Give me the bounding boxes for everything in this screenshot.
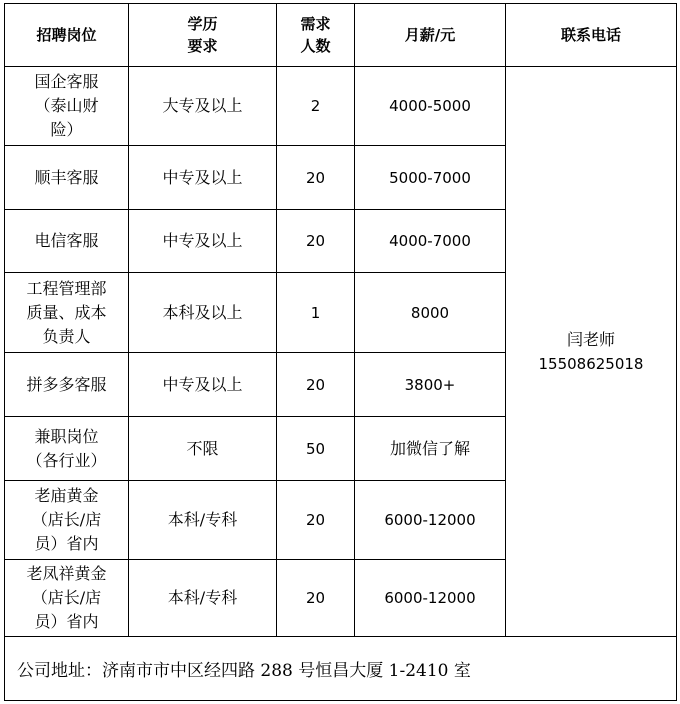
- salary-cell: 8000: [355, 273, 506, 353]
- education-cell: 本科及以上: [129, 273, 277, 353]
- headcount-cell: 20: [277, 481, 355, 560]
- contact-name: 闫老师: [566, 329, 615, 349]
- education-cell: 中专及以上: [129, 210, 277, 273]
- headcount-cell: 2: [277, 67, 355, 146]
- position-cell: 电信客服: [5, 210, 129, 273]
- company-address: 公司地址：济南市市中区经四路 288 号恒昌大厦 1-2410 室: [17, 661, 471, 681]
- headcount-cell: 20: [277, 210, 355, 273]
- salary-cell: 3800+: [355, 353, 506, 417]
- header-education: 学历 要求: [129, 4, 277, 67]
- position-cell: 老庙黄金 （店长/店 员）省内: [5, 481, 129, 560]
- education-cell: 本科/专科: [129, 560, 277, 637]
- salary-cell: 6000-12000: [355, 481, 506, 560]
- header-contact: 联系电话: [506, 4, 676, 67]
- salary-cell: 4000-5000: [355, 67, 506, 146]
- education-cell: 中专及以上: [129, 353, 277, 417]
- position-cell: 工程管理部 质量、成本 负责人: [5, 273, 129, 353]
- contact-phone: 15508625018: [538, 354, 644, 373]
- position-cell: 拼多多客服: [5, 353, 129, 417]
- position-cell: 老凤祥黄金 （店长/店 员）省内: [5, 560, 129, 637]
- headcount-cell: 20: [277, 560, 355, 637]
- headcount-cell: 20: [277, 353, 355, 417]
- education-cell: 中专及以上: [129, 146, 277, 210]
- headcount-cell: 50: [277, 417, 355, 481]
- position-cell: 兼职岗位 （各行业）: [5, 417, 129, 481]
- header-headcount: 需求 人数: [277, 4, 355, 67]
- contact-cell: [506, 67, 676, 637]
- education-cell: 本科/专科: [129, 481, 277, 560]
- salary-cell: 加微信了解: [355, 417, 506, 481]
- header-position: 招聘岗位: [5, 4, 129, 67]
- salary-cell: 5000-7000: [355, 146, 506, 210]
- position-cell: 顺丰客服: [5, 146, 129, 210]
- headcount-cell: 20: [277, 146, 355, 210]
- headcount-cell: 1: [277, 273, 355, 353]
- salary-cell: 6000-12000: [355, 560, 506, 637]
- header-salary: 月薪/元: [355, 4, 506, 67]
- education-cell: 大专及以上: [129, 67, 277, 146]
- salary-cell: 4000-7000: [355, 210, 506, 273]
- recruitment-table: [4, 3, 677, 701]
- position-cell: 国企客服 （泰山财 险）: [5, 67, 129, 146]
- education-cell: 不限: [129, 417, 277, 481]
